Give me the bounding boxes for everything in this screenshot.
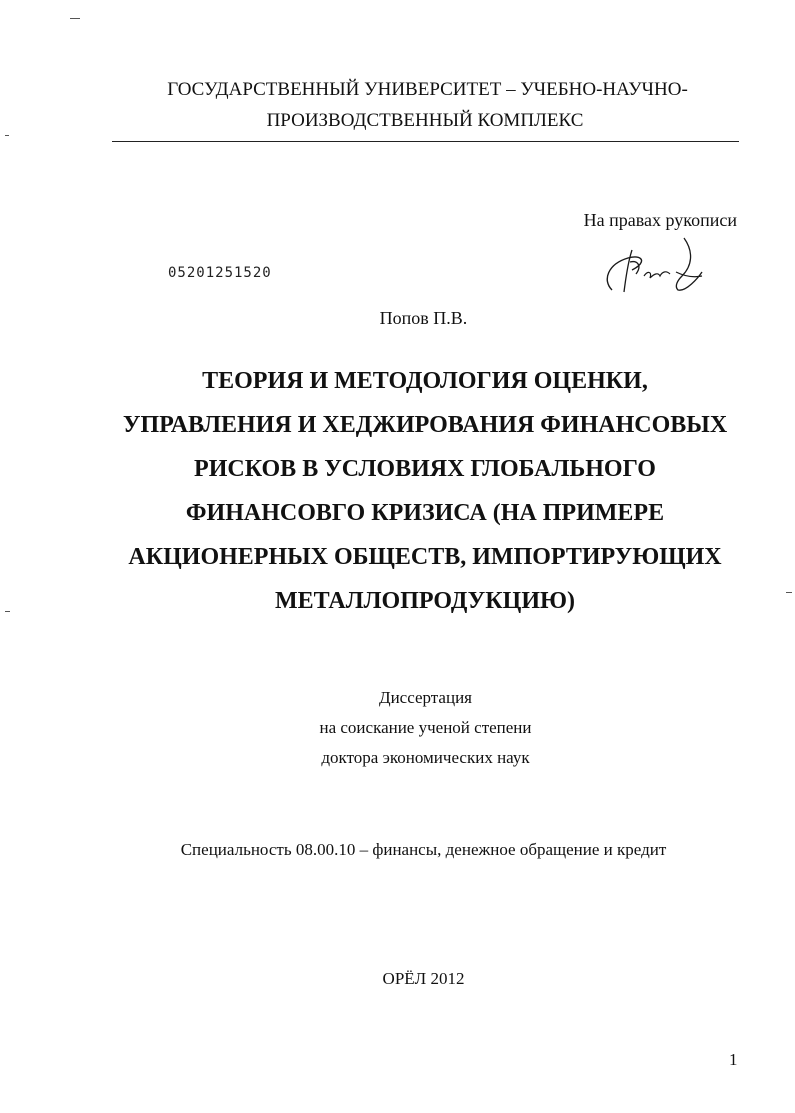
document-code: 05201251520	[168, 265, 272, 281]
author-name: Попов П.В.	[379, 308, 468, 328]
title-line: ФИНАНСОВГО КРИЗИСА (НА ПРИМЕРЕ	[185, 500, 665, 526]
degree-purpose	[0, 683, 795, 773]
title-line: УПРАВЛЕНИЯ И ХЕДЖИРОВАНИЯ ФИНАНСОВЫХ	[122, 412, 728, 438]
organization-line-1: ГОСУДАРСТВЕННЫЙ УНИВЕРСИТЕТ – УЧЕБНО-НАУЧНО-	[167, 79, 688, 100]
scan-artifact-top	[70, 18, 80, 19]
purpose-line-3: доктора экономических наук	[321, 748, 530, 767]
title-line: РИСКОВ В УСЛОВИЯХ ГЛОБАЛЬНОГО	[194, 456, 656, 482]
purpose-line-2: на соискание ученой степени	[319, 718, 532, 737]
title-line: ТЕОРИЯ И МЕТОДОЛОГИЯ ОЦЕНКИ,	[202, 368, 648, 394]
city-year: ОРЁЛ 2012	[382, 969, 465, 988]
title-line: АКЦИОНЕРНЫХ ОБЩЕСТВ, ИМПОРТИРУЮЩИХ	[128, 544, 722, 570]
header-divider	[112, 141, 739, 142]
specialty-line: Специальность 08.00.10 – финансы, денежное обращение и кредит	[180, 840, 667, 859]
dissertation-title	[100, 359, 750, 623]
title-line: МЕТАЛЛОПРОДУКЦИЮ)	[274, 588, 576, 614]
manuscript-rights-note: На правах рукописи	[583, 210, 737, 230]
purpose-line-1: Диссертация	[378, 688, 472, 707]
scan-artifact-right	[786, 592, 792, 593]
page-number: 1	[729, 1050, 738, 1069]
signature-icon	[598, 232, 708, 298]
scan-artifact-left-lower	[5, 611, 10, 612]
organization-header	[0, 74, 795, 136]
organization-line-2: ПРОИЗВОДСТВЕННЫЙ КОМПЛЕКС	[266, 110, 584, 131]
